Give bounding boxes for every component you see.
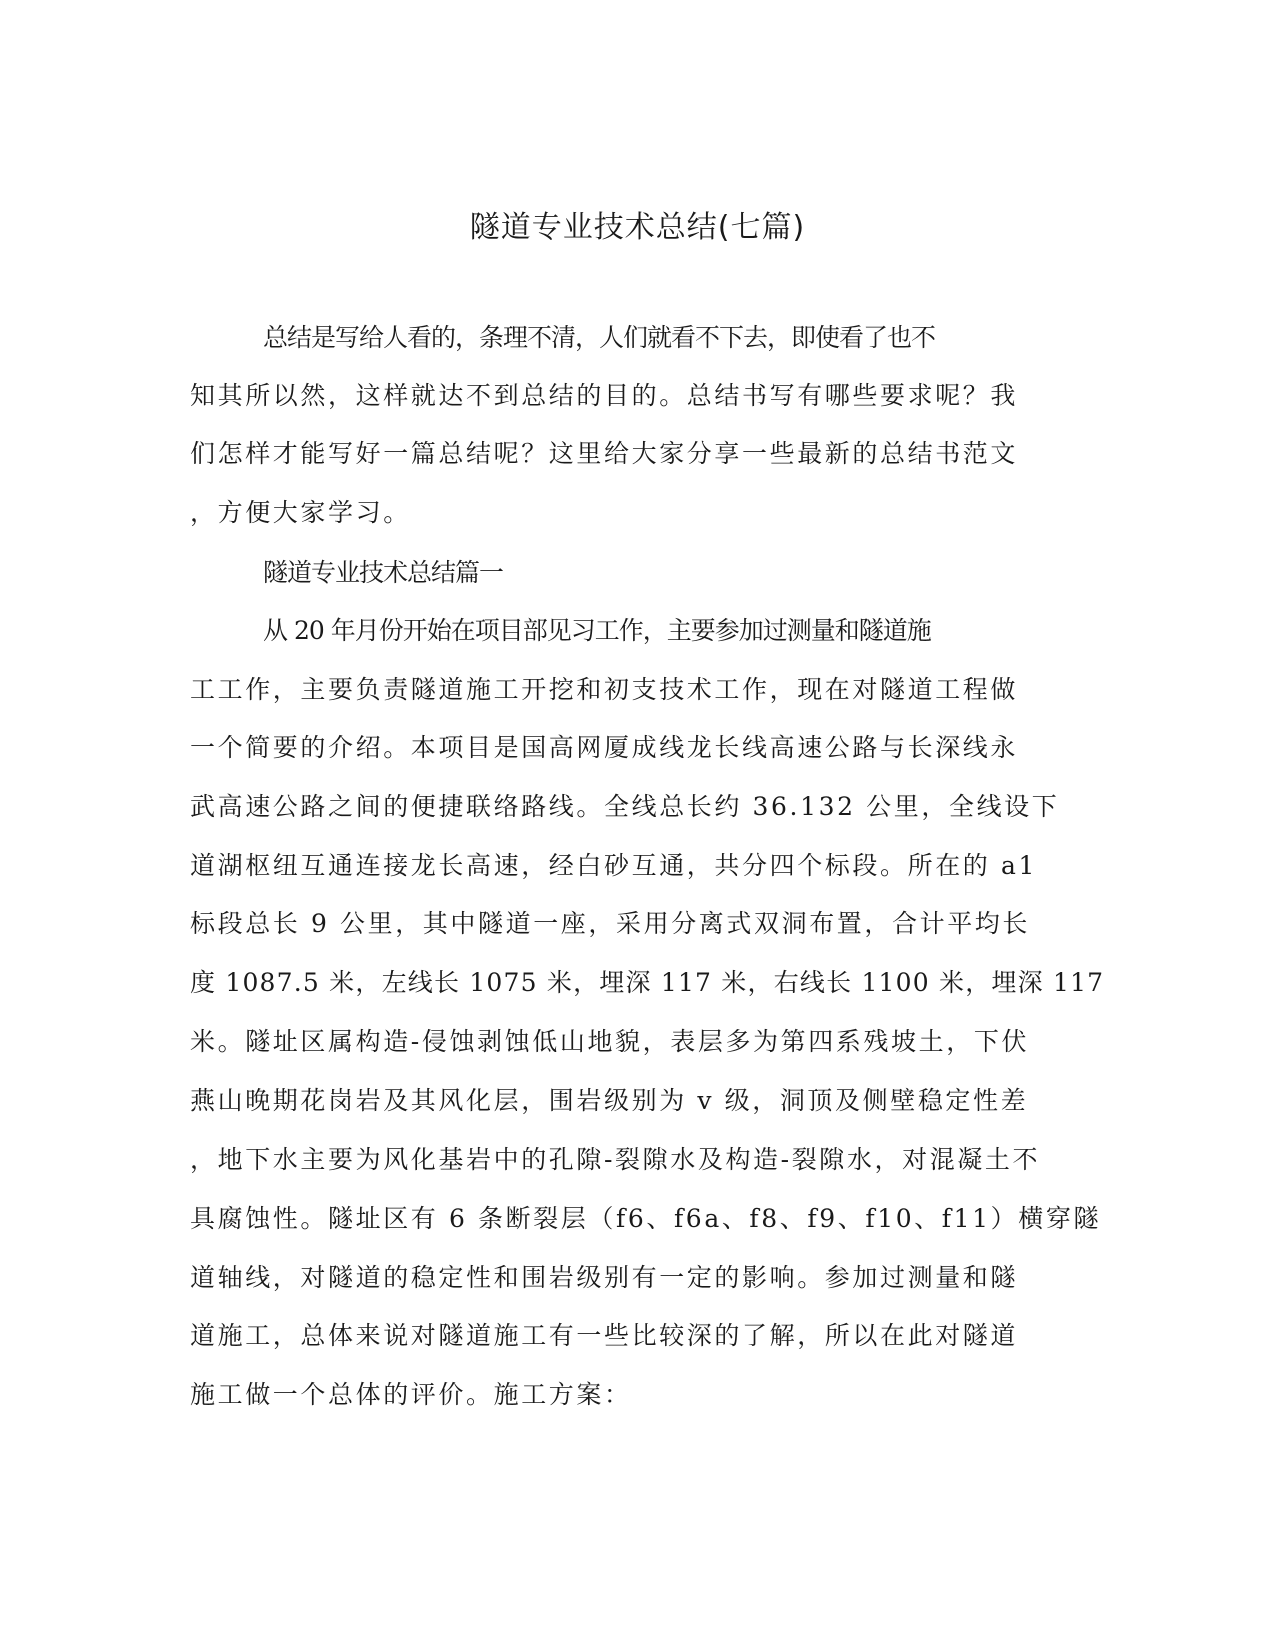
intro-line-4: ，方便大家学习。 <box>190 498 411 527</box>
body-line-7: 度 1087.5 米，左线长 1075 米，埋深 117 米，右线长 1100 米，埋深 117 <box>190 968 1105 997</box>
body-line-9: 燕山晚期花岗岩及其风化层，围岩级别为 v 级，洞顶及侧壁稳定性差 <box>190 1086 1029 1115</box>
body-line-10: ，地下水主要为风化基岩中的孔隙-裂隙水及构造-裂隙水，对混凝土不 <box>190 1145 1041 1174</box>
body-line-6: 标段总长 9 公里，其中隧道一座，采用分离式双洞布置，合计平均长 <box>190 909 1031 938</box>
intro-line-1: 总结是写给人看的，条理不清，人们就看不下去，即使看了也不 <box>263 323 936 352</box>
section-heading: 隧道专业技术总结篇一 <box>263 558 504 587</box>
intro-line-2: 知其所以然，这样就达不到总结的目的。总结书写有哪些要求呢？我 <box>190 381 1019 410</box>
body-line-1: 从 20 年月份开始在项目部见习工作，主要参加过测量和隧道施 <box>263 616 931 645</box>
body-line-5: 道湖枢纽互通连接龙长高速，经白砂互通，共分四个标段。所在的 a1 <box>190 851 1037 880</box>
document-title: 隧道专业技术总结(七篇) <box>469 210 806 245</box>
body-line-8: 米。隧址区属构造-侵蚀剥蚀低山地貌，表层多为第四系残坡土，下伏 <box>190 1027 1030 1056</box>
body-line-12: 道轴线，对隧道的稳定性和围岩级别有一定的影响。参加过测量和隧 <box>190 1263 1019 1292</box>
body-line-13: 道施工，总体来说对隧道施工有一些比较深的了解，所以在此对隧道 <box>190 1321 1019 1350</box>
body-line-11: 具腐蚀性。隧址区有 6 条断裂层（f6、f6a、f8、f9、f10、f11）横穿隧 <box>190 1204 1102 1233</box>
body-line-4: 武高速公路之间的便捷联络路线。全线总长约 36.132 公里，全线设下 <box>190 792 1060 821</box>
body-line-14: 施工做一个总体的评价。施工方案： <box>190 1380 632 1409</box>
body-line-2: 工工作，主要负责隧道施工开挖和初支技术工作，现在对隧道工程做 <box>190 675 1019 704</box>
body-line-3: 一个简要的介绍。本项目是国高网厦成线龙长线高速公路与长深线永 <box>190 733 1019 762</box>
intro-line-3: 们怎样才能写好一篇总结呢？这里给大家分享一些最新的总结书范文 <box>190 439 1019 468</box>
